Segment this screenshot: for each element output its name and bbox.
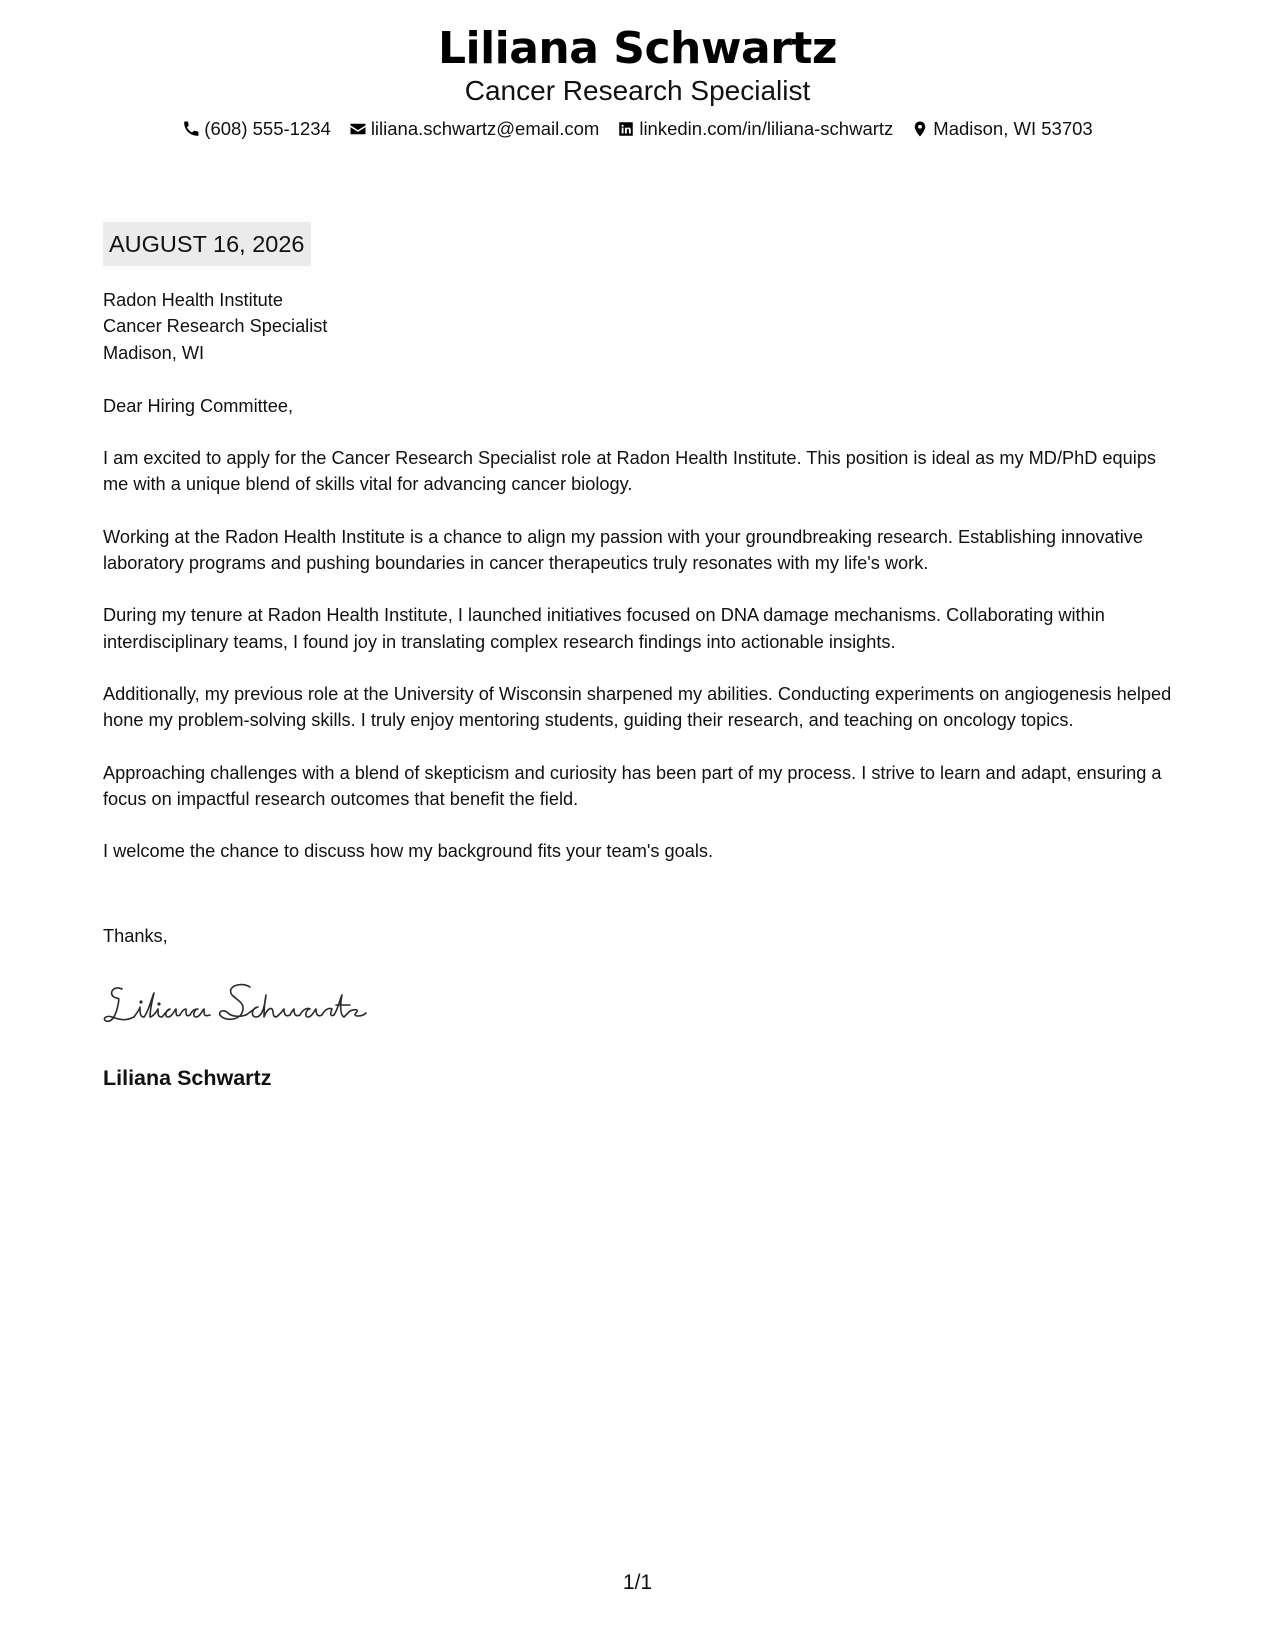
paragraph: During my tenure at Radon Health Institute, I launched initiatives focused on DNA damage mechanisms. Collaborating within interdisciplinary teams, I found joy in translating complex research findings into actionable insights. <box>103 605 1105 652</box>
phone-icon <box>182 120 200 138</box>
map-pin-icon <box>911 120 929 138</box>
paragraph: Additionally, my previous role at the University of Wisconsin sharpened my abilities. Conducting experiments on angiogenesis helped hone my problem-solving skills. I truly enjoy mentoring students, guiding their research, and teaching on oncology topics. <box>103 683 1172 731</box>
recipient-location: Madison, WI <box>103 342 205 363</box>
closing: Thanks, <box>103 926 168 946</box>
paragraph: Working at the Radon Health Institute is a chance to align my passion with your groundbreaking research. Establishing innovative laboratory programs and pushing boundaries in cancer therapeutics truly resonates with my life's work. <box>103 526 1143 574</box>
recipient-organization: Radon Health Institute <box>103 290 283 310</box>
applicant-title: Cancer Research Specialist <box>464 75 811 106</box>
handwritten-signature <box>100 975 370 1035</box>
contact-location <box>911 118 1092 140</box>
signer-name: Liliana Schwartz <box>103 1066 272 1090</box>
letter-header <box>0 22 1275 140</box>
paragraph: I am excited to apply for the Cancer Research Specialist role at Radon Health Institute. This position is ideal as my MD/PhD equips me with a unique blend of skills vital for advancing cancer biology. <box>103 448 1157 495</box>
linkedin-icon <box>617 120 635 138</box>
page-number: 1/1 <box>622 1571 653 1594</box>
letter-date: AUGUST 16, 2026 <box>103 222 311 266</box>
letter-body <box>103 287 1183 864</box>
contact-linkedin <box>617 118 893 140</box>
contact-email <box>349 118 600 140</box>
applicant-name: Liliana Schwartz <box>437 23 838 74</box>
contact-phone <box>182 118 331 140</box>
contact-bar <box>0 118 1275 140</box>
salutation: Dear Hiring Committee, <box>103 395 294 416</box>
envelope-icon <box>349 120 367 138</box>
location-text: Madison, WI 53703 <box>933 118 1093 139</box>
phone-text: (608) 555-1234 <box>204 118 331 139</box>
paragraph: I welcome the chance to discuss how my background fits your team's goals. <box>103 841 714 862</box>
recipient-position: Cancer Research Specialist <box>103 316 328 337</box>
paragraph: Approaching challenges with a blend of skepticism and curiosity has been part of my process. I strive to learn and adapt, ensuring a focus on impactful research outcomes that benefit the field. <box>103 762 1162 809</box>
email-text: liliana.schwartz@email.com <box>370 118 600 139</box>
linkedin-text: linkedin.com/in/liliana-schwartz <box>639 118 894 139</box>
